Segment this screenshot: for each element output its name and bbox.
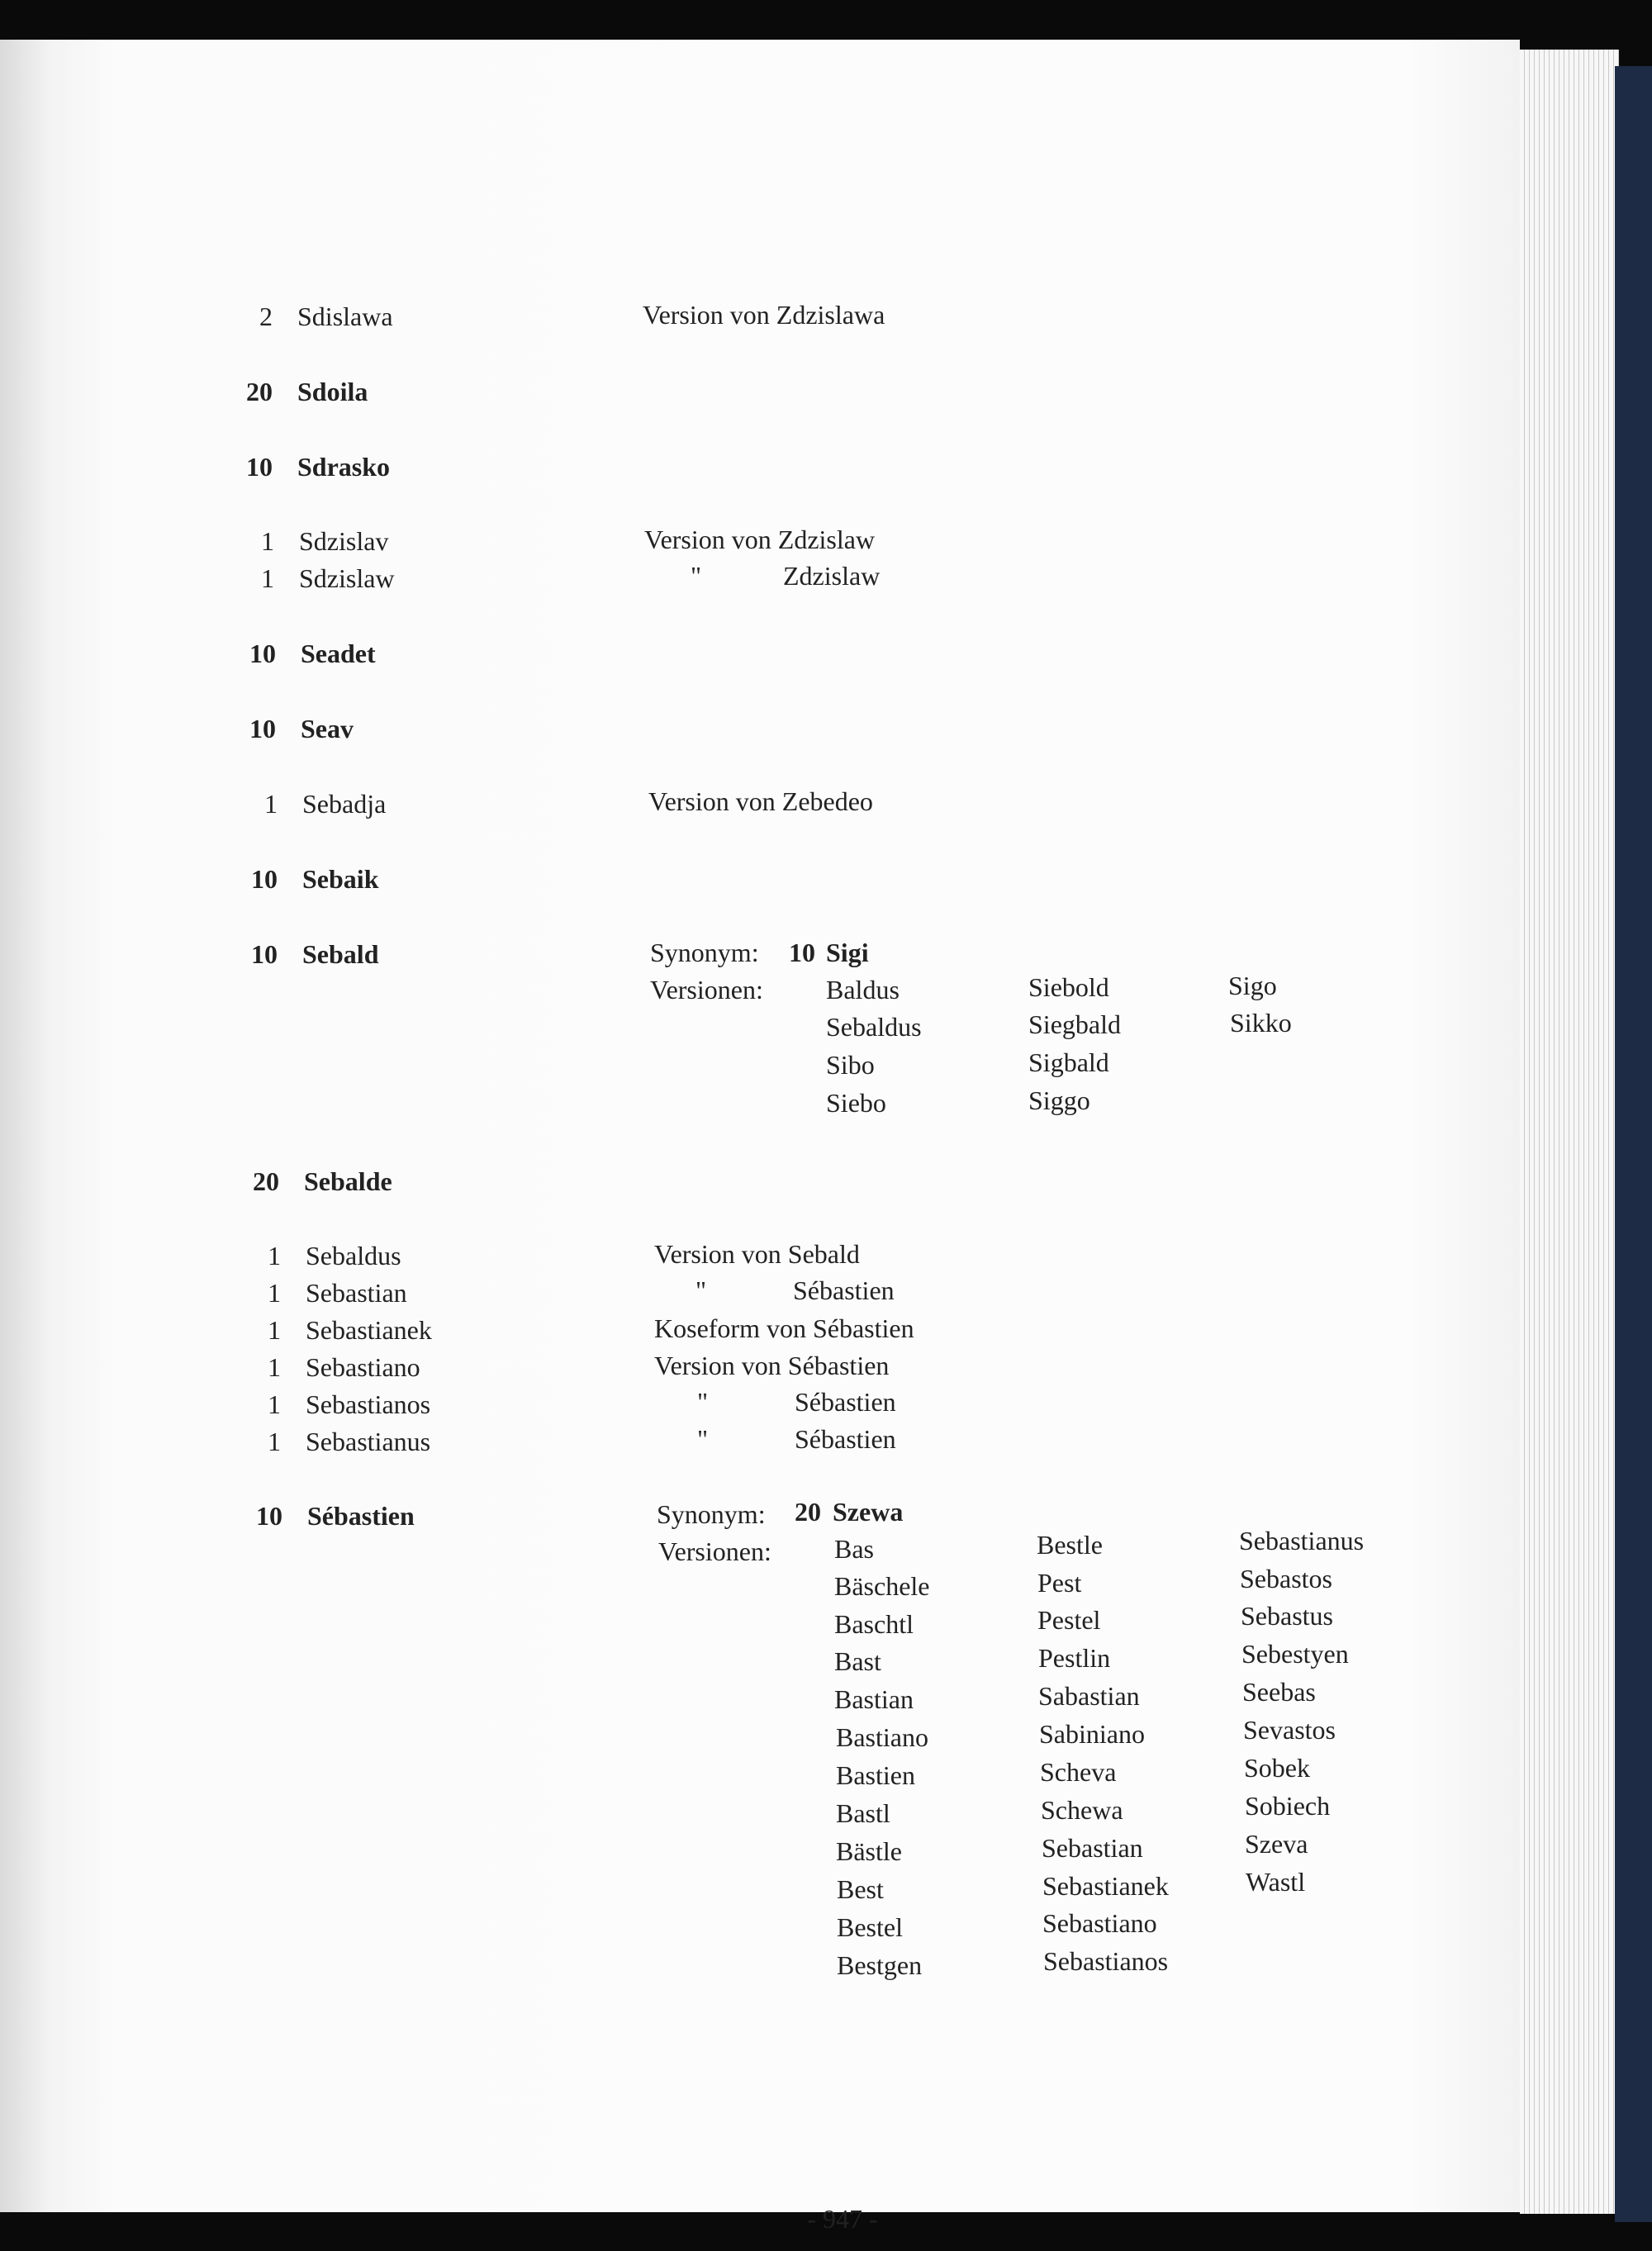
version-name: Sigo <box>1228 971 1277 1000</box>
entry-name: Sebastianek <box>306 1315 432 1345</box>
version-name: Sebastus <box>1241 1601 1333 1631</box>
version-name: Sebastianos <box>1043 1946 1169 1976</box>
version-name: Sibo <box>826 1050 875 1080</box>
entry-name: Seadet <box>301 639 376 668</box>
synonym-label: Synonym: <box>650 938 759 967</box>
entry-number: 10 <box>249 639 276 668</box>
entry-number: 10 <box>256 1501 282 1531</box>
version-name: Bestgen <box>837 1950 923 1980</box>
entry-description: Version von Zebedeo <box>648 786 873 816</box>
entry-number: 1 <box>268 1241 281 1270</box>
page-number: - 947 - <box>807 2204 878 2234</box>
version-name: Pestlin <box>1038 1643 1111 1673</box>
entry-number: 1 <box>268 1352 281 1382</box>
version-name: Pestel <box>1037 1605 1101 1635</box>
version-name: Baldus <box>826 975 900 1004</box>
book-page <box>0 40 1520 2234</box>
entry-name: Sebaldus <box>306 1241 401 1270</box>
version-name: Wastl <box>1246 1867 1306 1897</box>
entry-name: Sebald <box>302 939 379 969</box>
entry-description: Version von Sébastien <box>654 1351 890 1380</box>
version-name: Sebaldus <box>826 1012 922 1042</box>
entry-number: 20 <box>253 1166 279 1196</box>
entry-description: Zdzislaw <box>783 561 881 591</box>
entry-number: 1 <box>268 1389 281 1419</box>
entry-number: 1 <box>264 789 278 819</box>
entry-description: Koseform von Sébastien <box>654 1313 914 1343</box>
entry-number: 1 <box>268 1315 281 1345</box>
entry-name: Sebastian <box>306 1278 407 1308</box>
version-name: Sebastianus <box>1239 1526 1365 1555</box>
version-name: Sebastian <box>1042 1833 1143 1863</box>
entry-description: Version von Zdzislawa <box>643 300 885 330</box>
entry-number: 1 <box>261 526 274 556</box>
entry-name: Sebastianos <box>306 1389 431 1419</box>
entry-description: Sébastien <box>795 1424 896 1454</box>
entry-number: 10 <box>246 452 273 482</box>
version-name: Pest <box>1037 1568 1082 1598</box>
page-stack-edges <box>1520 50 1619 2214</box>
entry-name: Sdoila <box>297 377 368 406</box>
version-name: Scheva <box>1040 1757 1117 1787</box>
synonym-name: Sigi <box>826 938 869 967</box>
entry-name: Sebastiano <box>306 1352 420 1382</box>
version-name: Best <box>837 1874 884 1904</box>
version-name: Siebold <box>1028 972 1109 1002</box>
entry-name: Sdislawa <box>297 302 393 331</box>
synonym-number: 10 <box>789 938 815 967</box>
version-name: Sevastos <box>1243 1715 1336 1745</box>
version-name: Bas <box>834 1534 874 1564</box>
entry-name: Sebalde <box>304 1166 392 1196</box>
version-name: Bestel <box>837 1912 903 1942</box>
entry-name: Sebadja <box>302 789 387 819</box>
entry-number: 1 <box>268 1278 281 1308</box>
version-name: Sabastian <box>1038 1681 1140 1711</box>
synonym-number: 20 <box>795 1497 821 1527</box>
version-name: Sabiniano <box>1039 1719 1145 1749</box>
version-name: Bast <box>834 1646 881 1676</box>
version-name: Bastian <box>834 1684 914 1714</box>
entry-name: Sebastianus <box>306 1427 431 1456</box>
version-name: Sobek <box>1244 1753 1310 1783</box>
entry-number: 1 <box>268 1427 281 1456</box>
version-name: Sobiech <box>1245 1791 1331 1821</box>
ditto-mark: " <box>697 1424 709 1454</box>
version-name: Bäschele <box>834 1571 930 1601</box>
ditto-mark: " <box>691 561 702 591</box>
book-cover <box>1615 66 1652 2222</box>
entry-number: 10 <box>249 714 276 743</box>
version-name: Sebastiano <box>1042 1908 1157 1938</box>
entry-description: Sébastien <box>793 1275 895 1305</box>
ditto-mark: " <box>695 1275 707 1305</box>
version-name: Schewa <box>1041 1795 1123 1825</box>
entry-description: Version von Zdzislaw <box>644 525 876 554</box>
version-name: Szeva <box>1245 1829 1308 1859</box>
entry-description: Version von Sebald <box>654 1239 860 1269</box>
version-name: Siggo <box>1028 1085 1090 1115</box>
version-name: Siebo <box>826 1088 886 1118</box>
synonym-label: Synonym: <box>657 1499 766 1529</box>
version-name: Bastl <box>836 1798 890 1828</box>
versions-label: Versionen: <box>650 975 763 1004</box>
version-name: Bastiano <box>836 1722 928 1752</box>
version-name: Sebastos <box>1240 1564 1332 1593</box>
entry-number: 2 <box>259 302 273 331</box>
entry-number: 10 <box>251 864 278 894</box>
entry-number: 20 <box>246 377 273 406</box>
version-name: Sigbald <box>1028 1047 1109 1077</box>
entry-number: 10 <box>251 939 278 969</box>
entry-name: Seav <box>301 714 354 743</box>
entry-name: Sdzislaw <box>299 563 395 593</box>
version-name: Bastien <box>836 1760 915 1790</box>
version-name: Bästle <box>836 1836 902 1866</box>
ditto-mark: " <box>697 1387 709 1417</box>
version-name: Siegbald <box>1028 1009 1121 1039</box>
version-name: Sikko <box>1230 1008 1292 1038</box>
version-name: Sebastianek <box>1042 1871 1169 1901</box>
synonym-name: Szewa <box>833 1497 904 1527</box>
entry-name: Sdrasko <box>297 452 391 482</box>
version-name: Seebas <box>1242 1677 1316 1707</box>
version-name: Sebestyen <box>1241 1639 1349 1669</box>
version-name: Baschtl <box>834 1609 914 1639</box>
entry-description: Sébastien <box>795 1387 896 1417</box>
entry-name: Sebaik <box>302 864 379 894</box>
entry-name: Sdzislav <box>299 526 389 556</box>
version-name: Bestle <box>1037 1530 1103 1560</box>
entry-name: Sébastien <box>307 1501 415 1531</box>
entry-number: 1 <box>261 563 274 593</box>
versions-label: Versionen: <box>658 1536 771 1566</box>
